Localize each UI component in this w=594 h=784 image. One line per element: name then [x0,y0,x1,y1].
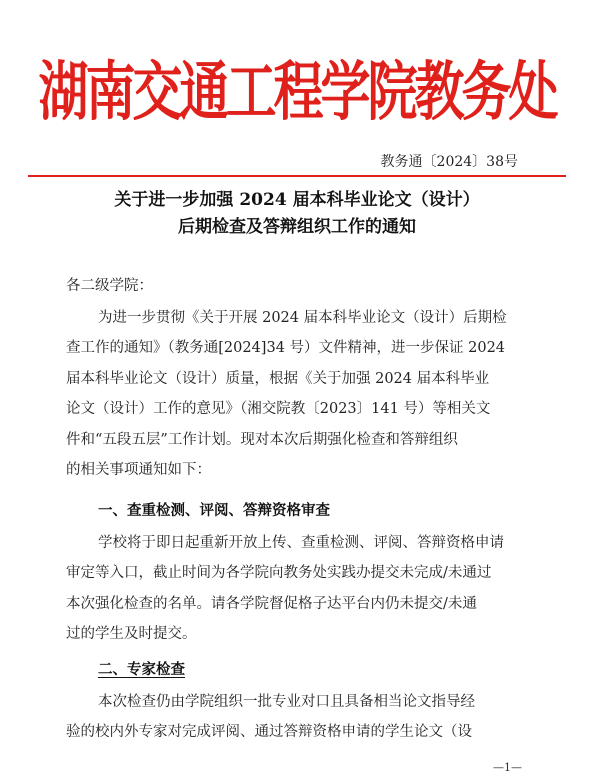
paragraph-line: 为进一步贯彻《关于开展 2024 届本科毕业论文（设计）后期检 [98,310,507,326]
notice-title-line-2: 后期检查及答辩组织工作的通知 [178,217,416,237]
paragraph-section-2 [66,687,536,748]
paragraph-line: 查工作的通知》（教务通[2024]34 号）文件精神，进一步保证 2024 [66,340,506,357]
paragraph-line: 件和“五段五层”工作计划。现对本次后期强化检查和答辩组织 [66,431,458,448]
paragraph-section-1 [66,528,536,650]
paragraph-line: 过的学生及时提交。 [66,626,197,643]
paragraph-line: 学校将于即日起重新开放上传、查重检测、评阅、答辩资格申请 [98,535,504,551]
page-number: —1— [493,761,522,774]
section-heading-1 [66,496,536,526]
salutation-text: 各二级学院： [66,278,153,294]
paragraph-line: 审定等入口，截止时间为各学院向教务处实践办提交未完成/未通过 [66,565,492,582]
masthead-title: 湖南交通工程学院教务处 [38,54,556,130]
section-heading-2-text: 二、专家检查 [98,661,185,678]
paragraph-line: 验的校内外专家对完成评阅、通过答辩资格申请的学生论文（设 [66,724,472,741]
section-heading-text: 一、查重检测、评阅、答辩资格审查 [98,502,330,519]
red-divider-line [28,175,566,177]
section-heading-text [66,655,536,685]
paragraph-line: 的相关事项通知如下： [66,461,211,478]
paragraph-line: 届本科毕业论文（设计）质量，根据《关于加强 2024 届本科毕业 [66,370,490,387]
paragraph-line: 论文（设计）工作的意见》（湘交院教〔2023〕141 号）等相关文 [66,401,491,418]
paragraph-intro [66,303,536,485]
document-number: 教务通〔2024〕38号 [380,154,518,170]
paragraph-line: 本次强化检查的名单。请各学院督促格子达平台内仍未提交/未通 [66,595,477,612]
paragraph-line: 本次检查仍由学院组织一批专业对口且具备相当论文指导经 [98,694,475,710]
notice-title-line-1: 关于进一步加强 2024 届本科毕业论文（设计） [114,190,480,210]
salutation [66,271,536,301]
section-heading-2 [66,655,536,685]
